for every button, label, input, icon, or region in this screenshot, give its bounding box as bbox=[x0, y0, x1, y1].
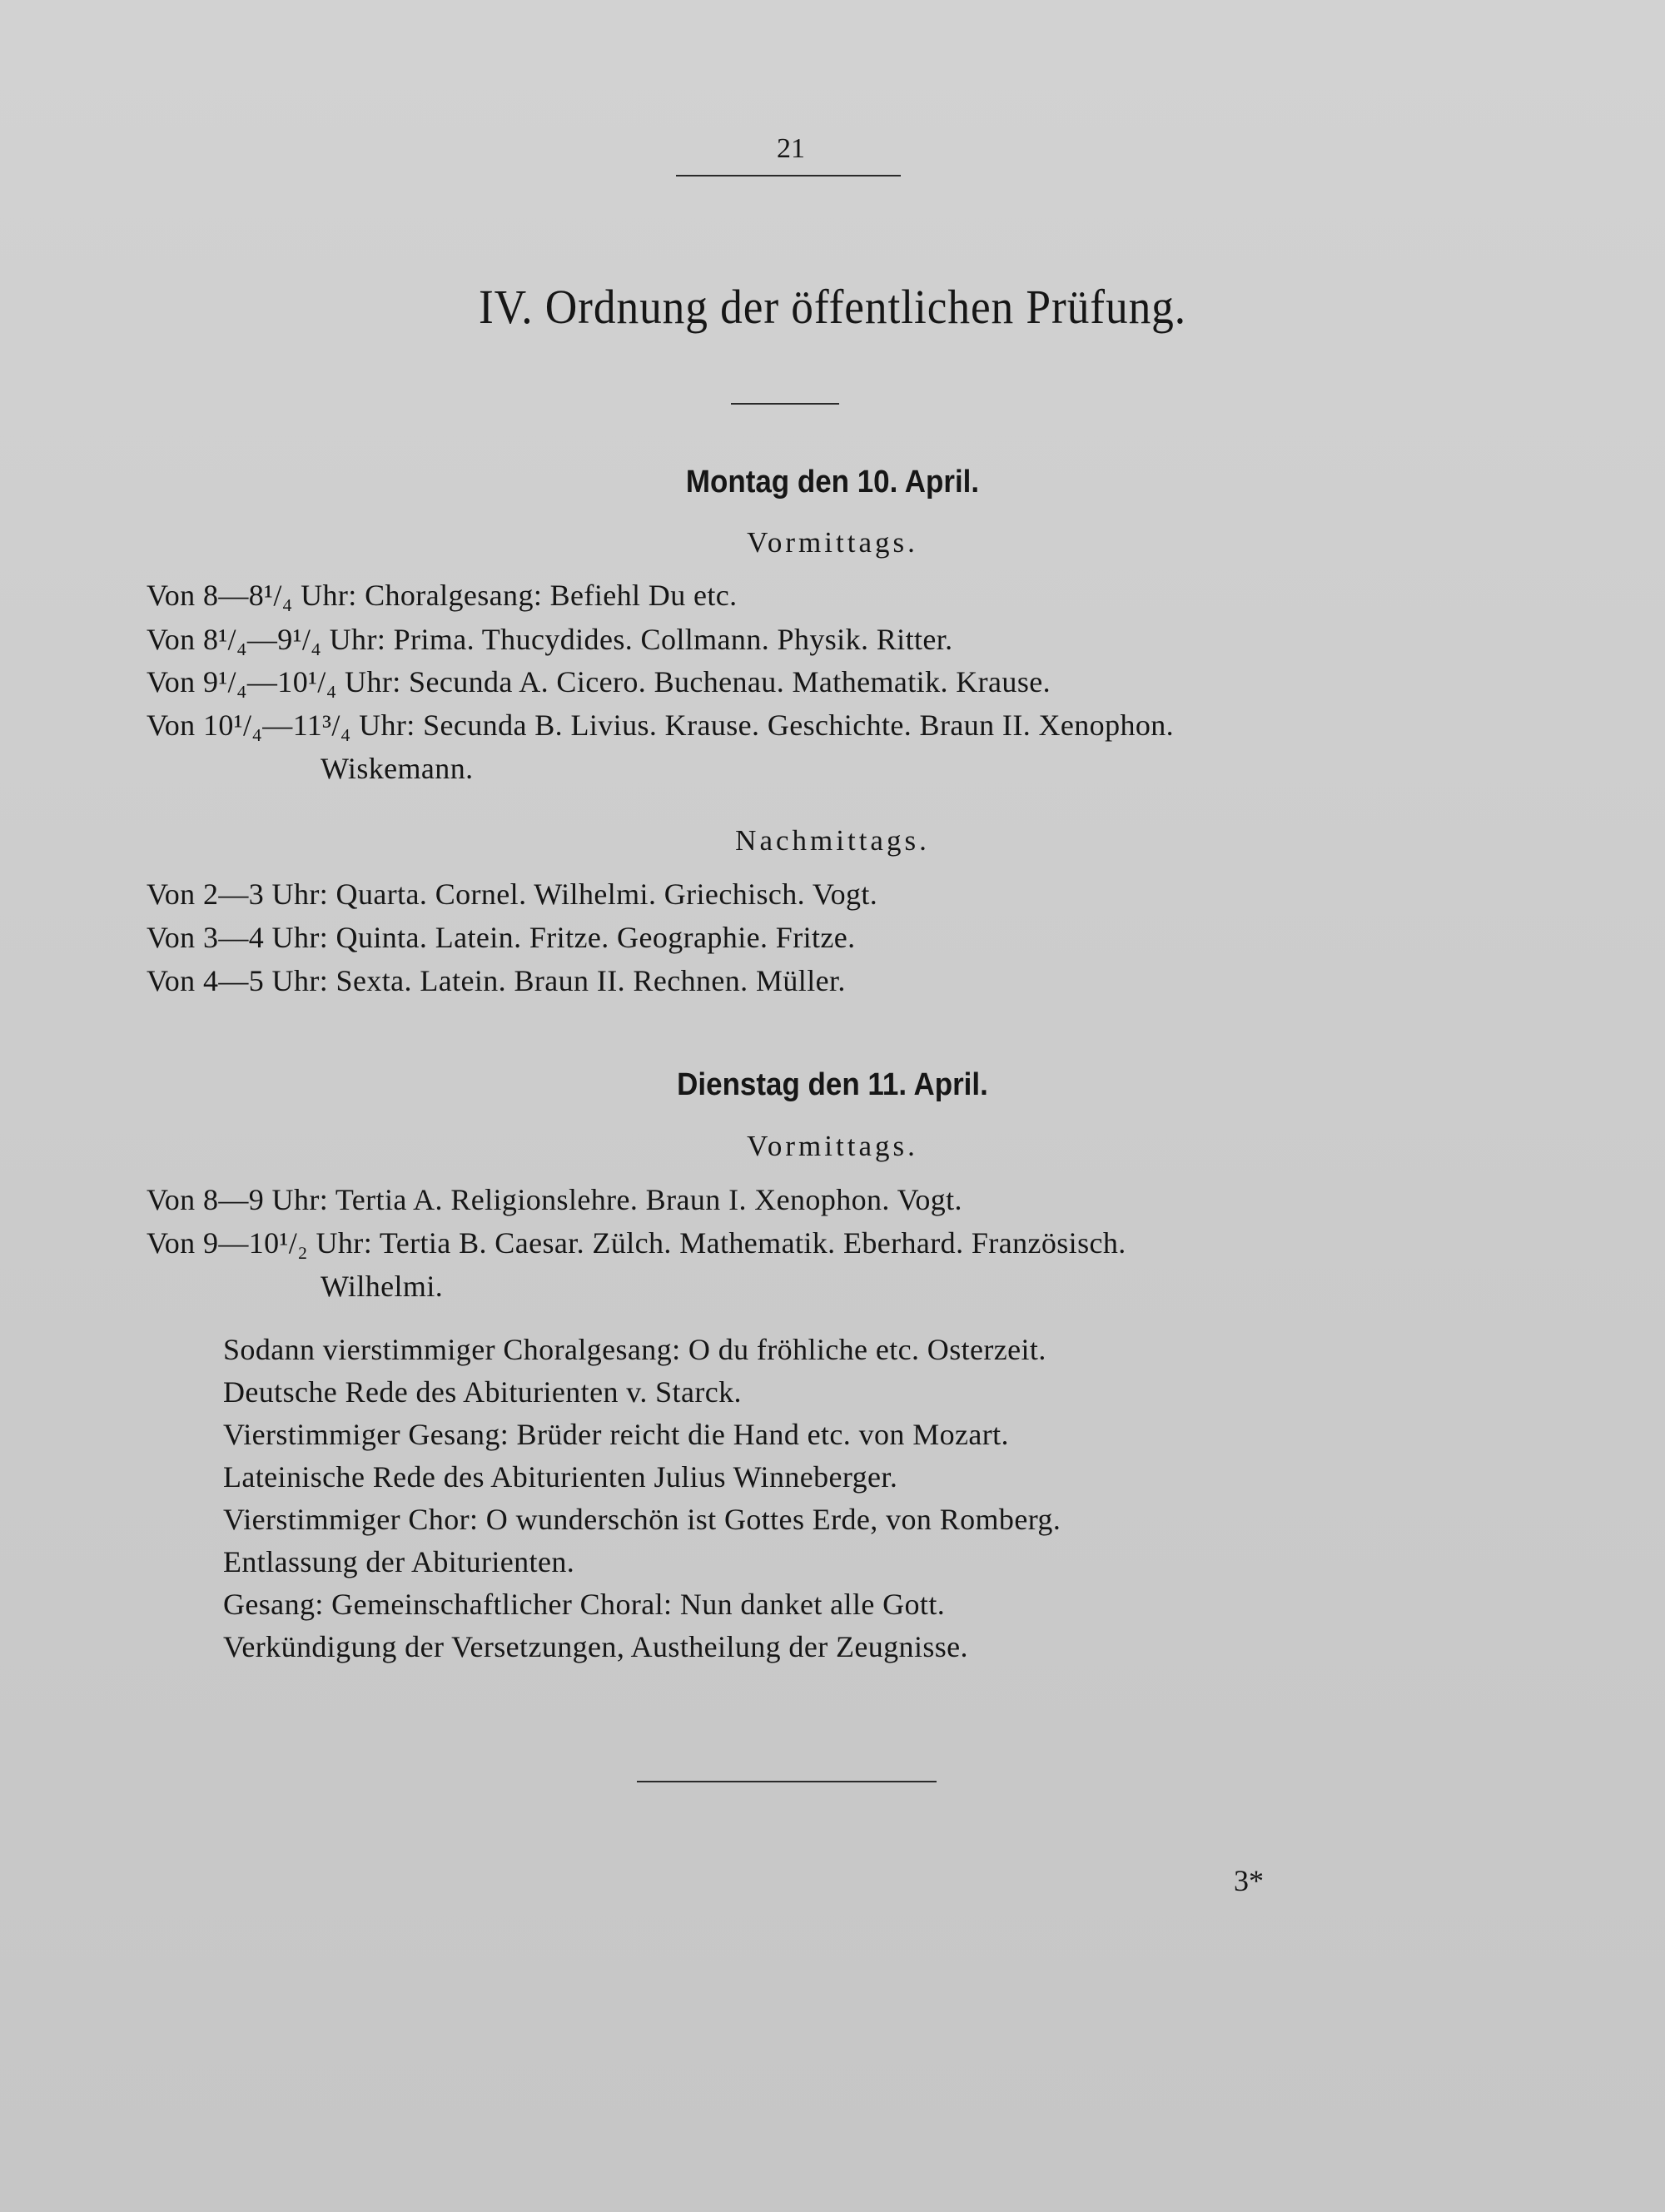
page-number: 21 bbox=[777, 133, 805, 164]
schedule-line: Von 2—3 Uhr: Quarta. Cornel. Wilhelmi. Griechisch. Vogt. bbox=[147, 877, 878, 911]
schedule-line: Von 9¹/₄—10¹/₄ Uhr: Secunda A. Cicero. Buchenau. Mathematik. Krause. bbox=[147, 665, 1051, 698]
session-heading-tuesday-morning: Vormittags. bbox=[747, 1130, 918, 1162]
session-heading-monday-afternoon: Nachmittags. bbox=[735, 824, 930, 857]
program-item: Vierstimmiger Chor: O wunderschön ist Gottes Erde, von Romberg. bbox=[223, 1503, 1061, 1536]
program-item: Sodann vierstimmiger Choralgesang: O du fröhliche etc. Osterzeit. bbox=[223, 1333, 1046, 1366]
day-heading-tuesday: Dienstag den 11. April. bbox=[677, 1067, 988, 1102]
program-item: Vierstimmiger Gesang: Brüder reicht die Hand etc. von Mozart. bbox=[223, 1418, 1009, 1451]
day-heading-monday: Montag den 10. April. bbox=[685, 465, 980, 500]
schedule-line: Von 8—8¹/₄ Uhr: Choralgesang: Befiehl Du etc. bbox=[147, 579, 738, 612]
schedule-line: Von 8¹/₄—9¹/₄ Uhr: Prima. Thucydides. Collmann. Physik. Ritter. bbox=[147, 623, 953, 656]
program-item: Lateinische Rede des Abiturienten Julius Winneberger. bbox=[223, 1460, 898, 1494]
schedule-line: Von 8—9 Uhr: Tertia A. Religionslehre. Braun I. Xenophon. Vogt. bbox=[147, 1183, 962, 1216]
schedule-line: Von 3—4 Uhr: Quinta. Latein. Fritze. Geographie. Fritze. bbox=[147, 921, 856, 954]
header-rule bbox=[676, 175, 901, 176]
schedule-line: Von 9—10¹/₂ Uhr: Tertia B. Caesar. Zülch. Mathematik. Eberhard. Französisch. bbox=[147, 1226, 1126, 1260]
program-item: Gesang: Gemeinschaftlicher Choral: Nun danket alle Gott. bbox=[223, 1588, 946, 1621]
schedule-line-continuation: Wilhelmi. bbox=[321, 1270, 444, 1303]
section-title: IV. Ordnung der öffentlichen Prüfung. bbox=[478, 280, 1187, 334]
program-item: Verkündigung der Versetzungen, Austheilung der Zeugnisse. bbox=[223, 1630, 968, 1663]
schedule-line: Von 4—5 Uhr: Sexta. Latein. Braun II. Rechnen. Müller. bbox=[147, 964, 846, 997]
schedule-line: Von 10¹/₄—11³/₄ Uhr: Secunda B. Livius. Krause. Geschichte. Braun II. Xenophon. bbox=[147, 708, 1175, 742]
signature-mark: 3* bbox=[1234, 1864, 1264, 1897]
title-rule bbox=[731, 403, 839, 405]
program-item: Deutsche Rede des Abiturienten v. Starck. bbox=[223, 1375, 742, 1409]
schedule-line-continuation: Wiskemann. bbox=[321, 752, 474, 785]
session-heading-monday-morning: Vormittags. bbox=[747, 526, 918, 559]
footer-rule bbox=[637, 1781, 937, 1782]
program-item: Entlassung der Abiturienten. bbox=[223, 1545, 575, 1578]
